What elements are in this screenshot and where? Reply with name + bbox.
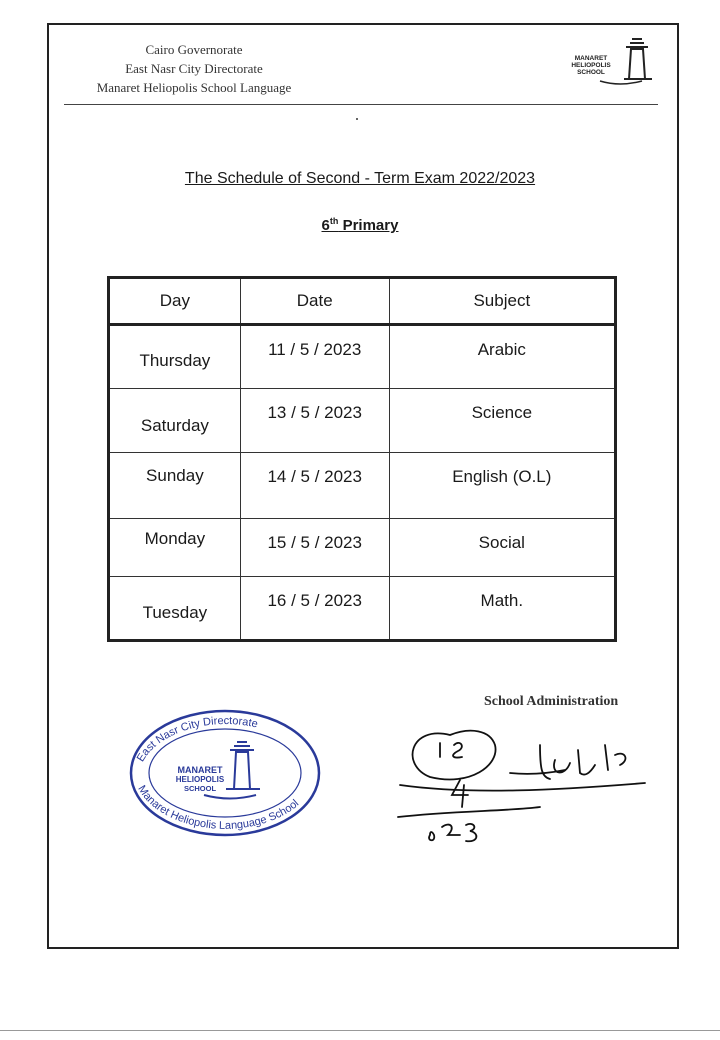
row-day: Monday <box>109 519 241 577</box>
row-day: Thursday <box>109 325 241 389</box>
school-header <box>64 40 324 97</box>
school-stamp <box>120 705 330 840</box>
header-governorate: Cairo Governorate <box>145 42 243 57</box>
exam-schedule-table <box>107 276 617 642</box>
table-header-row <box>109 278 616 325</box>
row-subject: Arabic <box>389 325 615 389</box>
header-school: Manaret Heliopolis School Language <box>96 80 292 95</box>
svg-text:Manaret Heliopolis Language Sc: Manaret Heliopolis Language School <box>135 783 302 832</box>
document-title: The Schedule of Second - Term Exam 2022/2023 <box>184 170 536 187</box>
row-day: Sunday <box>109 453 241 519</box>
header-day: Day <box>109 278 241 325</box>
page-edge-line <box>0 1030 720 1031</box>
table-row <box>109 577 616 641</box>
table-row <box>109 519 616 577</box>
stamp-line2: HELIOPOLIS <box>175 775 225 784</box>
grade-suffix: th <box>329 216 339 226</box>
row-subject: Math. <box>389 577 615 641</box>
row-subject: Science <box>389 389 615 453</box>
grade-label: Primary <box>342 217 399 234</box>
row-subject: English (O.L) <box>389 453 615 519</box>
handwritten-signature <box>390 715 660 865</box>
row-subject: Social <box>389 519 615 577</box>
row-date: 16 / 5 / 2023 <box>240 577 389 641</box>
stamp-line1: MANARET <box>177 765 223 775</box>
table-row <box>109 325 616 389</box>
logo-text: MANARET HELIOPOLIS SCHOOL <box>571 55 611 76</box>
row-day: Tuesday <box>109 577 241 641</box>
row-date: 14 / 5 / 2023 <box>240 453 389 519</box>
header-directorate: East Nasr City Directorate <box>125 61 263 76</box>
grade-heading <box>0 216 720 234</box>
school-administration-label: School Administration <box>484 694 619 709</box>
row-date: 11 / 5 / 2023 <box>240 325 389 389</box>
grade-number: 6 <box>321 217 330 234</box>
header-divider <box>64 104 658 105</box>
svg-text:East Nasr City Directorate: East Nasr City Directorate <box>134 714 259 764</box>
row-date: 15 / 5 / 2023 <box>240 519 389 577</box>
lighthouse-icon <box>560 35 655 90</box>
header-date: Date <box>240 278 389 325</box>
school-logo <box>560 35 655 90</box>
row-date: 13 / 5 / 2023 <box>240 389 389 453</box>
table-row <box>109 453 616 519</box>
table-row <box>109 389 616 453</box>
row-day: Saturday <box>109 389 241 453</box>
dot-mark <box>356 118 358 120</box>
header-subject: Subject <box>389 278 615 325</box>
stamp-line3: SCHOOL <box>183 784 217 793</box>
